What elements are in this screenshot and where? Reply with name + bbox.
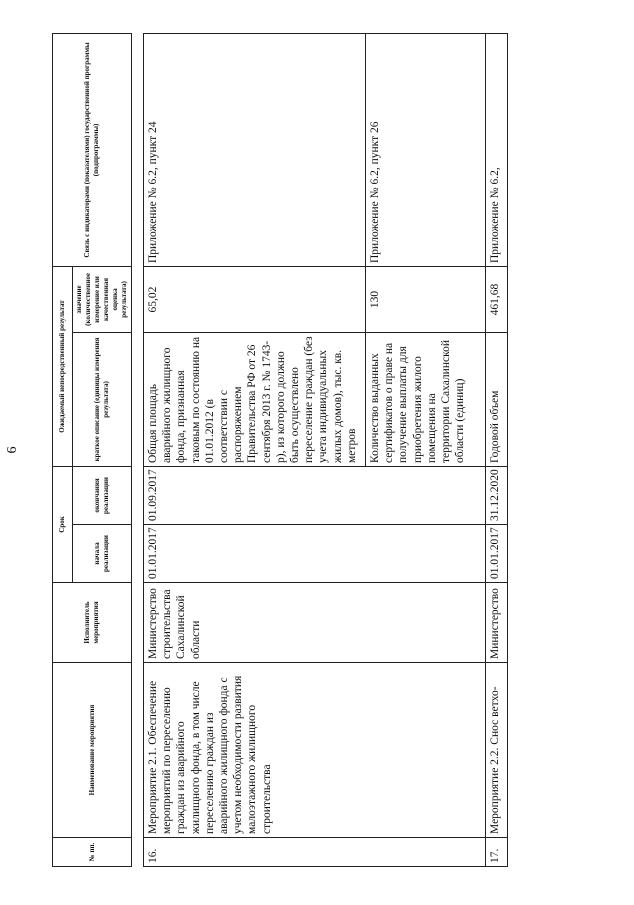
header-term-end: окончания реализации <box>73 466 132 524</box>
table-row <box>144 34 366 867</box>
row17-desc: Годовой объем <box>486 333 508 467</box>
table-row <box>486 34 508 867</box>
row16-num: 16. <box>144 838 486 867</box>
header-term-start: начала реализации <box>73 525 132 583</box>
header-expected-desc: краткое описание (единицы измерения результата) <box>73 332 132 466</box>
body-table <box>143 33 508 867</box>
row17-end: 31.12.2020 <box>486 467 508 525</box>
header-expected-value: значение (количественное измерение или качественная оценка результата) <box>73 266 132 332</box>
row17-link: Приложение № 6.2, <box>486 34 508 267</box>
row16-link: Приложение № 6.2, пункт 24 <box>144 34 366 267</box>
row16b-value: 130 <box>366 267 486 333</box>
row16-desc: Общая площадь аварийного жилищного фонда, признанная таковым по состоянию на 01.01.2012 (в соответствии с распоряжением Правительства РФ от 26 сентября 2013 г. № 1743-р), из которого должно быть осуществлено переселение граждан (без учета индивидуальных жилых домов), тыс. кв. метров <box>144 333 366 467</box>
document-page <box>0 15 634 885</box>
row17-value: 461,68 <box>486 267 508 333</box>
row16-executor: Министерство строительства Сахалинской области <box>144 583 486 663</box>
header-expected: Ожидаемый непосредственный результат <box>53 266 73 466</box>
row16b-link: Приложение № 6.2, пункт 26 <box>366 34 486 267</box>
row17-start: 01.01.2017 <box>486 525 508 583</box>
header-table <box>52 33 132 867</box>
row16-name: Мероприятие 2.1. Обеспечение мероприятий по переселению граждан из аварийного жилищного фонда, в том числе переселению граждан из аварийного жилищного фонда с учетом необходимости развития малоэтажного жилищного строительства <box>144 663 486 838</box>
header-executor: Исполнитель мероприятия <box>53 583 132 663</box>
header-num: № пп. <box>53 838 132 867</box>
row16-start: 01.01.2017 <box>144 525 486 583</box>
row16b-desc: Количество выданных сертификатов о праве на получение выплаты для приобретения жилого помещения на территории Сахалинской области (единиц) <box>366 333 486 467</box>
row17-num: 17. <box>486 838 508 867</box>
header-name: Наименование мероприятия <box>53 663 132 838</box>
row16-end: 01.09.2017 <box>144 467 486 525</box>
page-number: 6 <box>5 446 20 454</box>
header-link: Связь с индикаторами (показателями) государственной программы (подпрограммы) <box>53 33 132 266</box>
row16-value: 65,02 <box>144 267 366 333</box>
row17-executor: Министерство <box>486 583 508 663</box>
header-term: Срок <box>53 466 73 582</box>
row17-name: Мероприятие 2.2. Снос ветхо- <box>486 663 508 838</box>
